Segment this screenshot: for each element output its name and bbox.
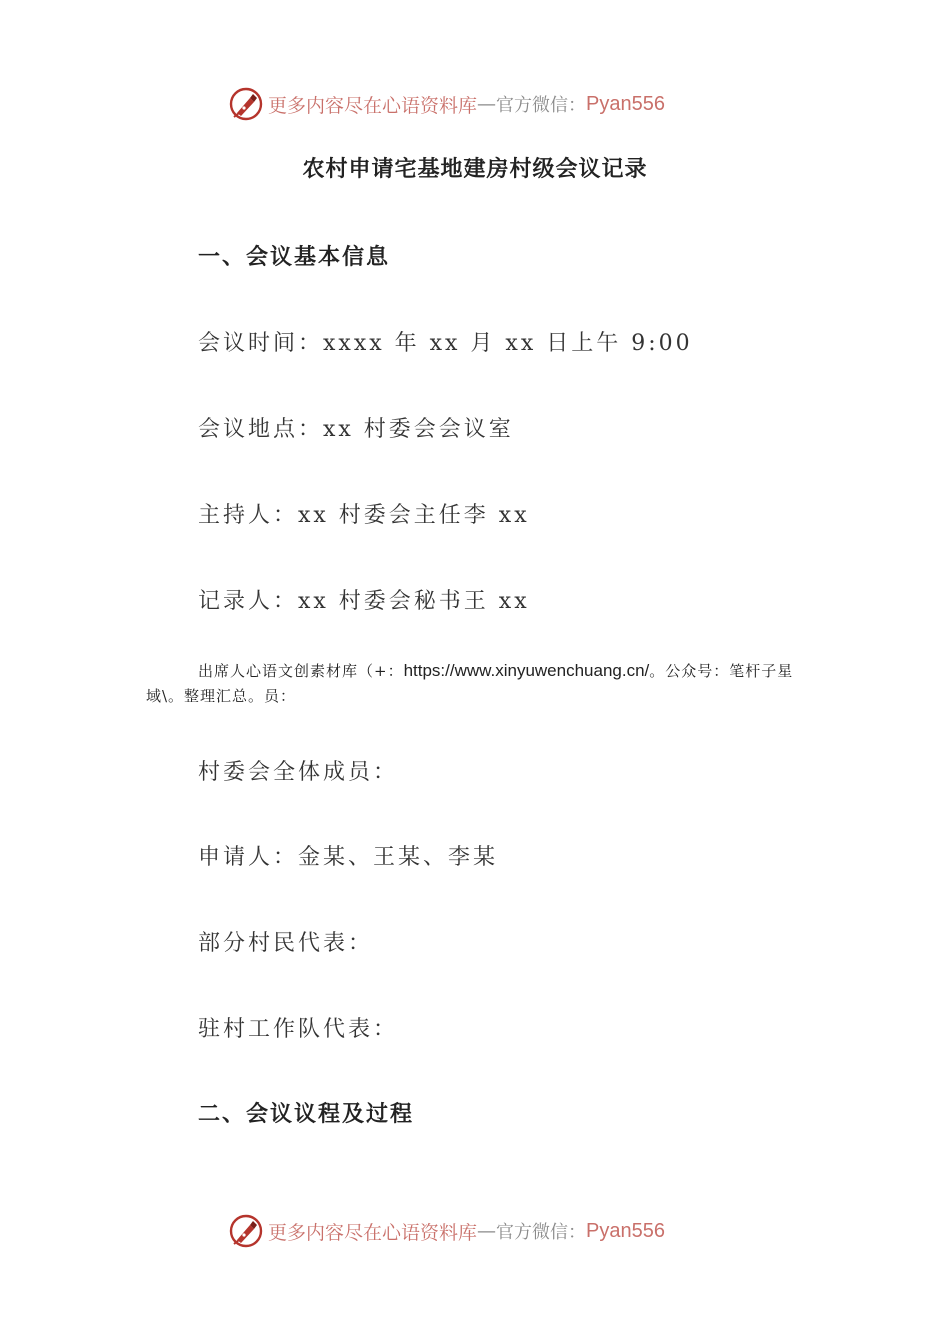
pen-nib-logo-icon [228,86,264,122]
banner-wechat-label: 官方微信： [496,1222,587,1243]
meeting-place: 会议地点：xx 村委会会议室 [198,417,514,442]
header-watermark-banner [228,84,665,124]
section-heading-basic-info: 一、会议基本信息 [198,245,391,270]
banner-wechat-id: Pyan556 [586,1219,665,1242]
banner-wechat-id: Pyan556 [586,92,665,115]
banner-wechat-label: 官方微信： [496,95,587,116]
footer-watermark-banner [228,1211,665,1251]
notice-url: https://www.xinyuwenchuang.cn/ [403,661,650,680]
document-title: 农村申请宅基地建房村级会议记录 [302,157,648,182]
banner-text: 更多内容尽在心语资料库 [268,1221,478,1244]
attendance-notice [146,658,806,709]
meeting-time: 会议时间：xxxx 年 xx 月 xx 日上午 9:00 [198,331,693,356]
attendee-villager-reps: 部分村民代表： [198,931,374,956]
pen-nib-logo-icon [228,1213,264,1249]
attendee-applicants: 申请人：金某、王某、李某 [198,845,499,870]
section-heading-agenda: 二、会议议程及过程 [198,1102,415,1127]
attendee-work-team-reps: 驻村工作队代表： [198,1017,399,1042]
meeting-recorder: 记录人：xx 村委会秘书王 xx [198,589,530,614]
banner-separator: — [477,1220,497,1242]
notice-suffix: 。公众号：笔杆子星域\。整理汇总。员： [146,662,794,705]
attendee-village-committee: 村委会全体成员： [198,760,399,785]
notice-prefix: 出席人心语文创素材库（+： [198,662,404,680]
banner-text: 更多内容尽在心语资料库 [268,94,478,117]
meeting-host: 主持人：xx 村委会主任李 xx [198,503,530,528]
banner-separator: — [477,93,497,115]
